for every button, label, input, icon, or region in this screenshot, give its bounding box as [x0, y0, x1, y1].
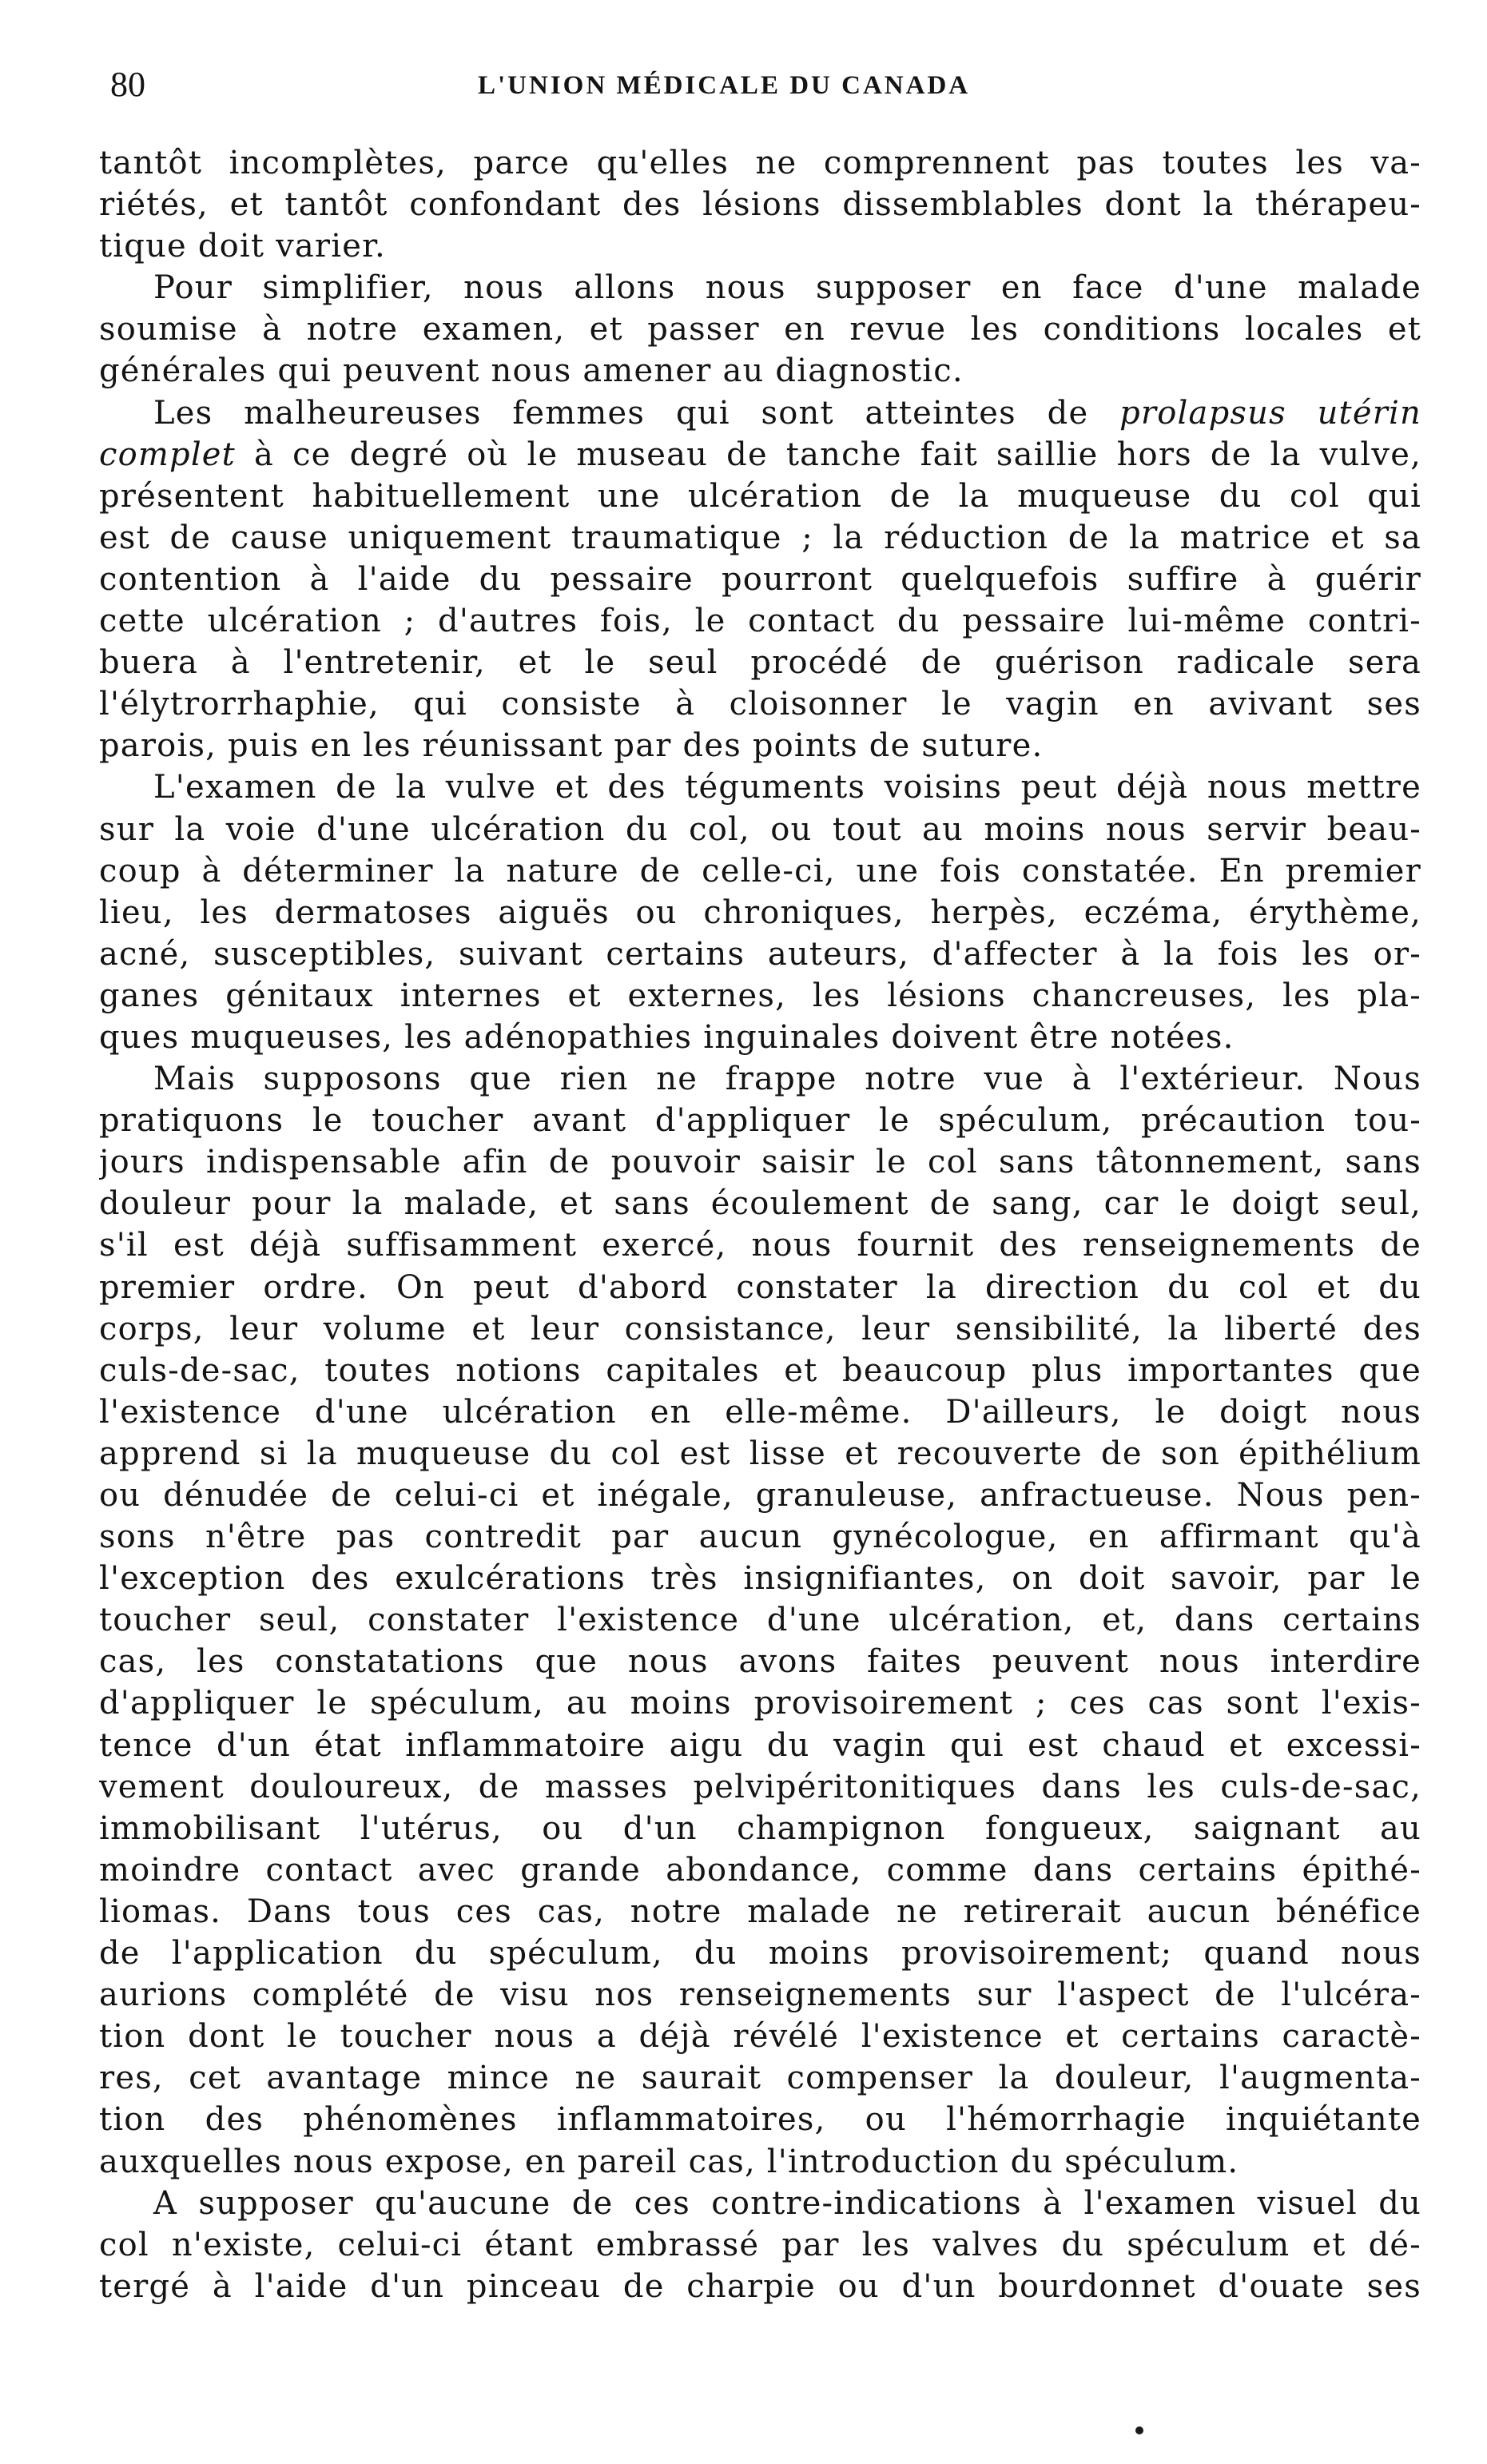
text-line: Pour simplifier, nous allons nous supposer en face d'une malade	[153, 269, 1421, 307]
journal-title: L'UNION MÉDICALE DU CANADA	[478, 71, 971, 100]
text-line: soumise à notre examen, et passer en revue les conditions locales et	[99, 311, 1421, 348]
text-line: tique doit varier.	[99, 228, 386, 265]
text-line: liomas. Dans tous ces cas, notre malade ne retirerait aucun bénéfice	[99, 1893, 1421, 1930]
print-speck	[1135, 2426, 1143, 2434]
italic-term: complet	[99, 436, 236, 473]
text-line: coup à déterminer la nature de celle-ci, une fois constatée. En premier	[99, 852, 1421, 890]
text-line: sur la voie d'une ulcération du col, ou tout au moins nous servir beau-	[99, 810, 1421, 848]
text-line: cas, les constatations que nous avons faites peuvent nous interdire	[99, 1643, 1421, 1681]
text-segment: à ce degré où le museau de tanche fait saillie hors de la vulve,	[235, 436, 1421, 473]
text-line: immobilisant l'utérus, ou d'un champignon fongueux, saignant au	[99, 1809, 1421, 1847]
text-line: Mais supposons que rien ne frappe notre vue à l'extérieur. Nous	[153, 1061, 1421, 1098]
text-line: acné, susceptibles, suivant certains auteurs, d'affecter à la fois les or-	[99, 935, 1421, 973]
text-line: s'il est déjà suffisamment exercé, nous fournit des renseignements de	[99, 1227, 1421, 1264]
text-line: tion des phénomènes inflammatoires, ou l'hémorrhagie inquiétante	[99, 2101, 1421, 2139]
running-head	[110, 61, 1389, 109]
text-line: aurions complété de visu nos renseignements sur l'aspect de l'ulcéra-	[99, 1976, 1421, 2014]
text-line: culs-de-sac, toutes notions capitales et beaucoup plus importantes que	[99, 1351, 1421, 1389]
text-line: col n'existe, celui-ci étant embrassé par les valves du spéculum et dé-	[99, 2226, 1421, 2263]
text-line: res, cet avantage mince ne saurait compenser la douleur, l'augmenta-	[99, 2060, 1421, 2097]
italic-term: prolapsus utérin	[1119, 394, 1421, 432]
text-line: douleur pour la malade, et sans écoulement de sang, car le doigt seul,	[99, 1185, 1421, 1223]
text-line: présentent habituellement une ulcération de la muqueuse du col qui	[99, 477, 1421, 515]
text-line: toucher seul, constater l'existence d'une ulcération, et, dans certains	[99, 1602, 1421, 1639]
text-line: jours indispensable afin de pouvoir saisir le col sans tâtonnement, sans	[99, 1144, 1421, 1181]
text-line: générales qui peuvent nous amener au diagnostic.	[99, 352, 964, 390]
text-line: riétés, et tantôt confondant des lésions dissemblables dont la thérapeu-	[99, 186, 1421, 224]
text-line: l'exception des exulcérations très insignifiantes, on doit savoir, par le	[99, 1560, 1421, 1598]
text-line: A supposer qu'aucune de ces contre-indications à l'examen visuel du	[153, 2184, 1421, 2222]
text-segment: Les malheureuses femmes qui sont atteintes de	[153, 394, 1120, 432]
text-line: pratiquons le toucher avant d'appliquer le spéculum, précaution tou-	[99, 1102, 1421, 1140]
text-line: d'appliquer le spéculum, au moins provisoirement ; ces cas sont l'exis-	[99, 1685, 1421, 1722]
text-line: sons n'être pas contredit par aucun gynécologue, en affirmant qu'à	[99, 1519, 1421, 1556]
text-line: apprend si la muqueuse du col est lisse et recouverte de son épithélium	[99, 1435, 1421, 1472]
text-line	[99, 392, 1421, 434]
text-line: de l'application du spéculum, du moins provisoirement; quand nous	[99, 1935, 1421, 1972]
text-line: premier ordre. On peut d'abord constater la direction du col et du	[99, 1268, 1421, 1306]
text-line: tergé à l'aide d'un pinceau de charpie ou d'un bourdonnet d'ouate ses	[99, 2267, 1421, 2305]
text-line: corps, leur volume et leur consistance, leur sensibilité, la liberté des	[99, 1310, 1421, 1347]
text-line: est de cause uniquement traumatique ; la réduction de la matrice et sa	[99, 519, 1421, 556]
text-line: vement douloureux, de masses pelvipéritonitiques dans les culs-de-sac,	[99, 1768, 1421, 1805]
text-line: contention à l'aide du pessaire pourront quelquefois suffire à guérir	[99, 560, 1421, 598]
text-line: buera à l'entretenir, et le seul procédé de guérison radicale sera	[99, 644, 1421, 682]
body-text	[99, 142, 1421, 2307]
text-line: parois, puis en les réunissant par des points de suture.	[99, 727, 1044, 765]
text-line: ganes génitaux internes et externes, les lésions chancreuses, les pla-	[99, 977, 1421, 1014]
text-line: l'existence d'une ulcération en elle-même. D'ailleurs, le doigt nous	[99, 1393, 1421, 1431]
text-line: lieu, les dermatoses aiguës ou chroniques, herpès, eczéma, érythème,	[99, 894, 1421, 931]
text-line: tantôt incomplètes, parce qu'elles ne comprennent pas toutes les va-	[99, 145, 1421, 181]
page-number: 80	[110, 65, 145, 104]
text-line: tence d'un état inflammatoire aigu du vagin qui est chaud et excessi-	[99, 1726, 1421, 1764]
text-line: l'élytrorrhaphie, qui consiste à cloisonner le vagin en avivant ses	[99, 686, 1421, 723]
text-line: L'examen de la vulve et des téguments voisins peut déjà nous mettre	[153, 769, 1421, 806]
text-line: moindre contact avec grande abondance, comme dans certains épithé-	[99, 1851, 1421, 1889]
text-line	[99, 434, 1421, 476]
text-line: ques muqueuses, les adénopathies inguinales doivent être notées.	[99, 1018, 1235, 1056]
text-line: cette ulcération ; d'autres fois, le contact du pessaire lui-même contri-	[99, 603, 1421, 640]
text-line: tion dont le toucher nous a déjà révélé l'existence et certains caractè-	[99, 2018, 1421, 2056]
text-line: auxquelles nous expose, en pareil cas, l'introduction du spéculum.	[99, 2143, 1239, 2180]
text-line: ou dénudée de celui-ci et inégale, granuleuse, anfractueuse. Nous pen-	[99, 1477, 1421, 1514]
